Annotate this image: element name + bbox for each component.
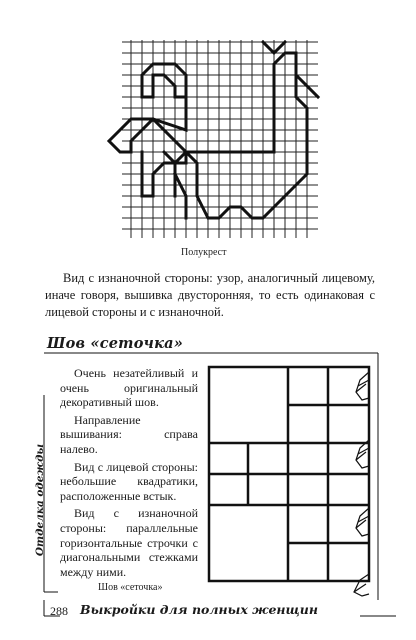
running-section-label: Отделка одежды bbox=[34, 443, 46, 557]
page-number: 288 bbox=[50, 604, 68, 618]
section-paragraph: Вид с лицевой стороны: небольшие квадратики, расположенные встык. bbox=[60, 459, 198, 503]
section-paragraph: Очень незатейливый и очень оригинальный декоративный шов. bbox=[60, 366, 198, 410]
section-paragraph: Направление вышивания: справа налево. bbox=[60, 412, 198, 456]
body-paragraph: Вид с изнаночной стороны: узор, аналогичный лицевому, иначе говоря, вышивка двусторонняя, то есть одинаковая с лицевой стороны и с изнаночной. bbox=[45, 271, 375, 319]
running-book-title: Выкройки для полных женщин bbox=[80, 602, 318, 617]
section-paragraph: Вид с изнаночной стороны: параллельные горизонтальные строчки с диагональными стежками между ними. bbox=[60, 506, 198, 579]
section-heading: Шов «сеточка» bbox=[47, 335, 183, 352]
figure-caption: Полукрест bbox=[181, 247, 227, 258]
figure-caption: Шов «сеточка» bbox=[98, 582, 163, 593]
